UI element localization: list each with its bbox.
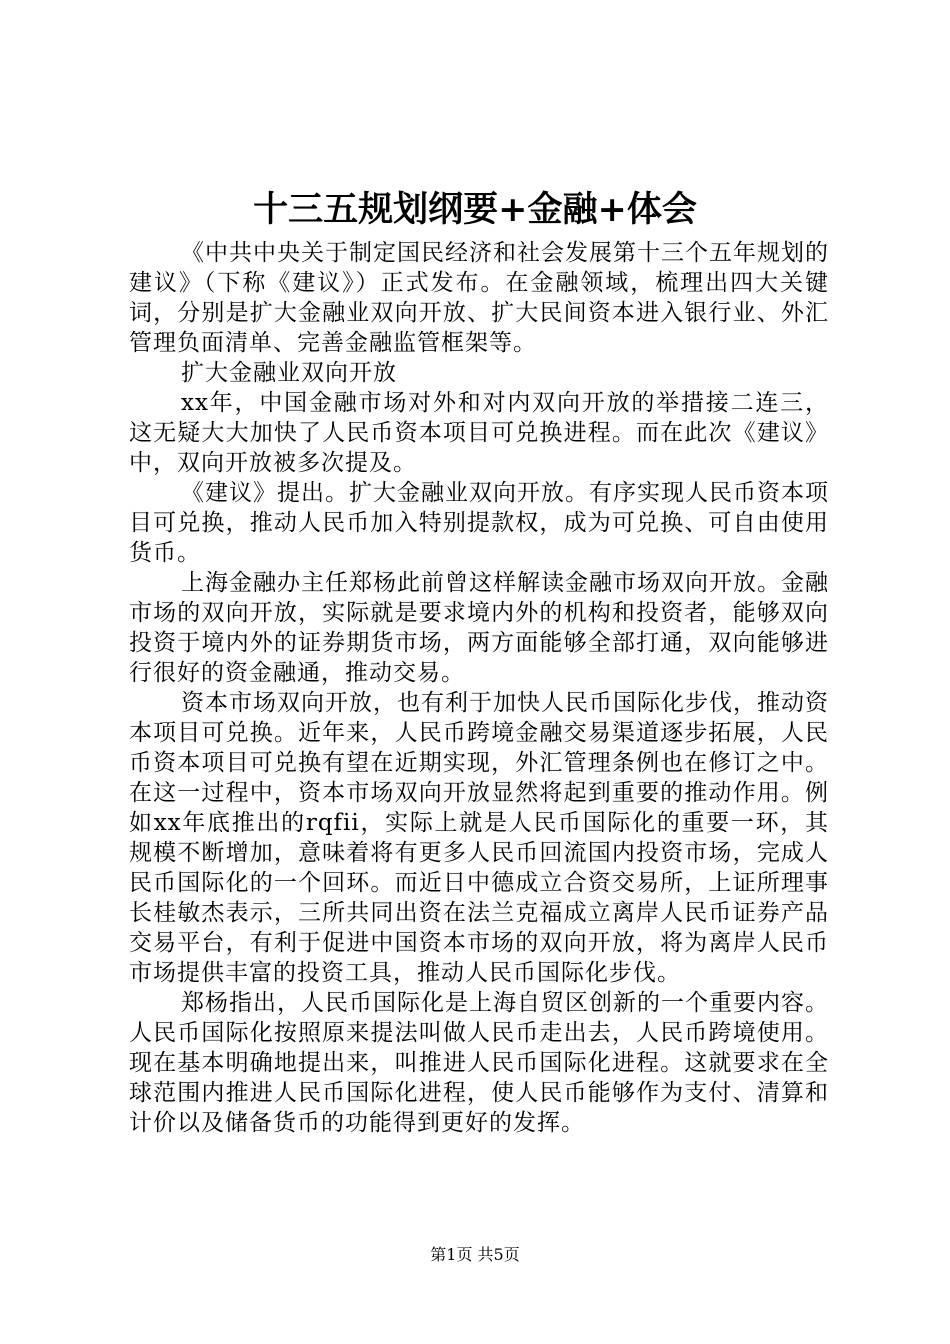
paragraph-intro: 《中共中央关于制定国民经济和社会发展第十三个五年规划的建议》（下称《建议》）正式发布。在金融领域，梳理出四大关键词，分别是扩大金融业双向开放、扩大民间资本进入银行业、外汇管理负面清单、完善金融监管框架等。 [129, 240, 829, 356]
paragraph: 上海金融办主任郑杨此前曾这样解读金融市场双向开放。金融市场的双向开放，实际就是要求境内外的机构和投资者，能够双向投资于境内外的证券期货市场，两方面能够全部打通，双向能够进行很好的资金融通，推动交易。 [129, 570, 829, 686]
paragraph: xx年，中国金融市场对外和对内双向开放的举措接二连三，这无疑大大加快了人民币资本项目可兑换进程。而在此次《建议》中，双向开放被多次提及。 [129, 390, 829, 476]
paragraph: 郑杨指出，人民币国际化是上海自贸区创新的一个重要内容。人民币国际化按照原来提法叫做人民币走出去，人民币跨境使用。现在基本明确地提出来，叫推进人民币国际化进程。这就要求在全球范围内推进人民币国际化进程，使人民币能够作为支付、清算和计价以及储备货币的功能得到更好的发挥。 [129, 990, 829, 1136]
page-number-footer: 第1页 共5页 [430, 1245, 520, 1264]
paragraph: 《建议》提出。扩大金融业双向开放。有序实现人民币资本项目可兑换，推动人民币加入特别提款权，成为可兑换、可自由使用货币。 [129, 480, 829, 566]
paragraph: 资本市场双向开放，也有利于加快人民币国际化步伐，推动资本项目可兑换。近年来，人民币跨境金融交易渠道逐步拓展，人民币资本项目可兑换有望在近期实现，外汇管理条例也在修订之中。在这一过程中，资本市场双向开放显然将起到重要的推动作用。例如xx年底推出的rqfii，实际上就是人民币国际化的重要一环，其规模不断增加，意味着将有更多人民币回流国内投资市场，完成人民币国际化的一个回环。而近日中德成立合资交易所，上证所理事长桂敏杰表示，三所共同出资在法兰克福成立离岸人民币证券产品交易平台，有利于促进中国资本市场的双向开放，将为离岸人民币市场提供丰富的投资工具，推动人民币国际化步伐。 [129, 690, 829, 986]
document-title: 十三五规划纲要+金融+体会 [253, 189, 697, 230]
document-body [129, 238, 829, 1138]
section-heading: 扩大金融业双向开放 [181, 360, 397, 386]
